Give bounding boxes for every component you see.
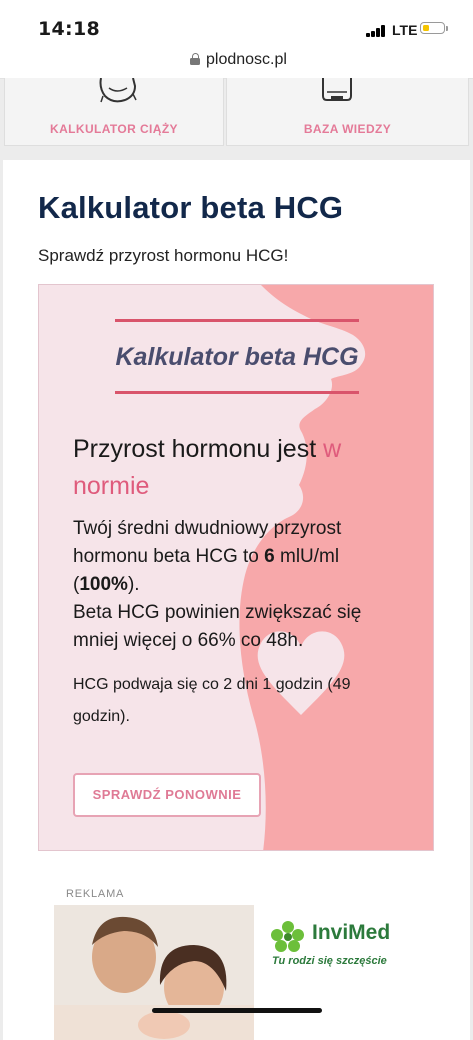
page-title: Kalkulator beta HCG [38, 190, 344, 225]
ad-banner[interactable] [54, 905, 402, 1040]
ad-brand: InviMed [312, 921, 391, 944]
divider-top [115, 319, 359, 322]
ad-slogan: Tu rodzi się szczęście [272, 955, 387, 967]
tile-knowledge-base[interactable] [226, 78, 469, 146]
battery-tip [446, 26, 448, 31]
increase-percent: 100% [79, 574, 128, 595]
pregnancy-icon [5, 78, 225, 108]
status-time: 14:18 [38, 18, 100, 40]
tile-pregnancy-calculator[interactable] [4, 78, 224, 146]
nav-tiles [0, 78, 473, 156]
lock-icon [190, 53, 200, 65]
invimed-logo-icon [268, 919, 308, 955]
home-indicator[interactable] [152, 1008, 322, 1013]
result-heading [73, 431, 403, 505]
network-type: LTE [392, 22, 418, 38]
signal-icon [366, 25, 386, 37]
family-photo [54, 905, 254, 1040]
increase-unit: mlU/ml ( [73, 546, 340, 595]
result-heading-prefix: Przyrost hormonu jest [73, 435, 324, 463]
url-domain: plodnosc.pl [206, 51, 287, 68]
calculator-title: Kalkulator beta HCG [115, 343, 359, 371]
result-text-end: ). [127, 574, 140, 595]
status-bar [0, 0, 473, 44]
book-icon [227, 78, 470, 108]
battery-icon [420, 22, 445, 34]
result-description [73, 515, 403, 655]
increase-value: 6 [264, 546, 275, 567]
tile-label: BAZA WIEDZY [303, 122, 392, 136]
check-again-button[interactable]: SPRAWDŹ PONOWNIE [73, 773, 261, 817]
tile-label: KALKULATOR CIĄŻY [50, 122, 178, 136]
result-text: Twój średni dwudniowy przyrost hormonu beta HCG to [73, 518, 342, 567]
doubling-note: HCG podwaja się co 2 dni 1 godzin (49 godzin). [73, 676, 351, 725]
divider-bottom [115, 391, 359, 394]
address-bar[interactable] [0, 44, 473, 79]
result-status: w normie [73, 435, 342, 500]
content-card [3, 160, 470, 1040]
page-subtitle: Sprawdź przyrost hormonu HCG! [38, 246, 289, 265]
calculator-result-box [38, 284, 434, 851]
ad-label: REKLAMA [66, 888, 125, 900]
expected-growth-text: Beta HCG powinien zwiększać się mniej więcej o 66% co 48h. [73, 602, 362, 651]
